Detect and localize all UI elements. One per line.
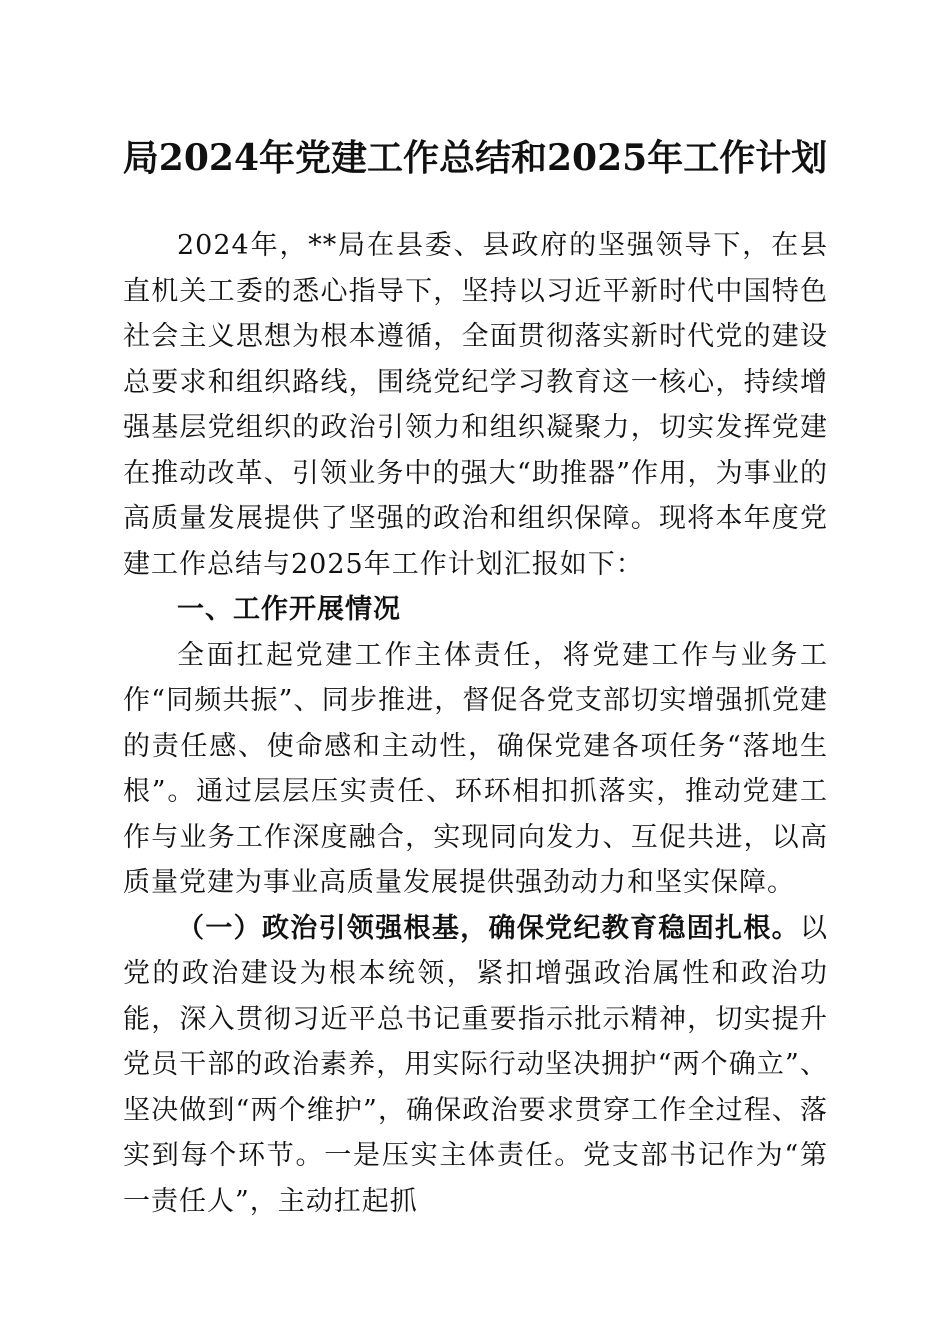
section-one-paragraph: 全面扛起党建工作主体责任，将党建工作与业务工作“同频共振”、同步推进，督促各党支部切实增强抓党建的责任感、使命感和主动性，确保党建各项任务“落地生根”。通过层层压实责任、环环相扣抓落实，推动党建工作与业务工作深度融合，实现同向发力、互促共进，以高质量党建为事业高质量发展提供强劲动力和坚实保障。 bbox=[123, 639, 828, 898]
document-title: 局2024年党建工作总结和2025年工作计划 bbox=[122, 137, 828, 179]
intro-paragraph: 2024年，**局在县委、县政府的坚强领导下，在县直机关工委的悉心指导下，坚持以习近平新时代中国特色社会主义思想为根本遵循，全面贯彻落实新时代党的建设总要求和组织路线，围绕党纪学习教育这一核心，持续增强基层党组织的政治引领力和组织凝聚力，切实发挥党建在推动改革、引领业务中的强大“助推器”作用，为事业的高质量发展提供了坚强的政治和组织保障。现将本年度党建工作总结与2025年工作计划汇报如下： bbox=[123, 230, 828, 580]
subsection-one-paragraph bbox=[123, 906, 828, 1225]
subsection-one-text: 以党的政治建设为根本统领，紧扣增强政治属性和政治功能，深入贯彻习近平总书记重要指示批示精神，切实提升党员干部的政治素养，用实际行动坚决拥护“两个确立”、坚决做到“两个维护”，确保政治要求贯穿工作全过程、落实到每个环节。一是压实主体责任。党支部书记作为“第一责任人”，主动扛起抓 bbox=[123, 912, 828, 1217]
document-body bbox=[123, 223, 828, 1224]
subsection-one-heading: （一）政治引领强根基，确保党纪教育稳固扎根。 bbox=[177, 912, 800, 944]
section-one-heading: 一、工作开展情况 bbox=[177, 594, 401, 625]
